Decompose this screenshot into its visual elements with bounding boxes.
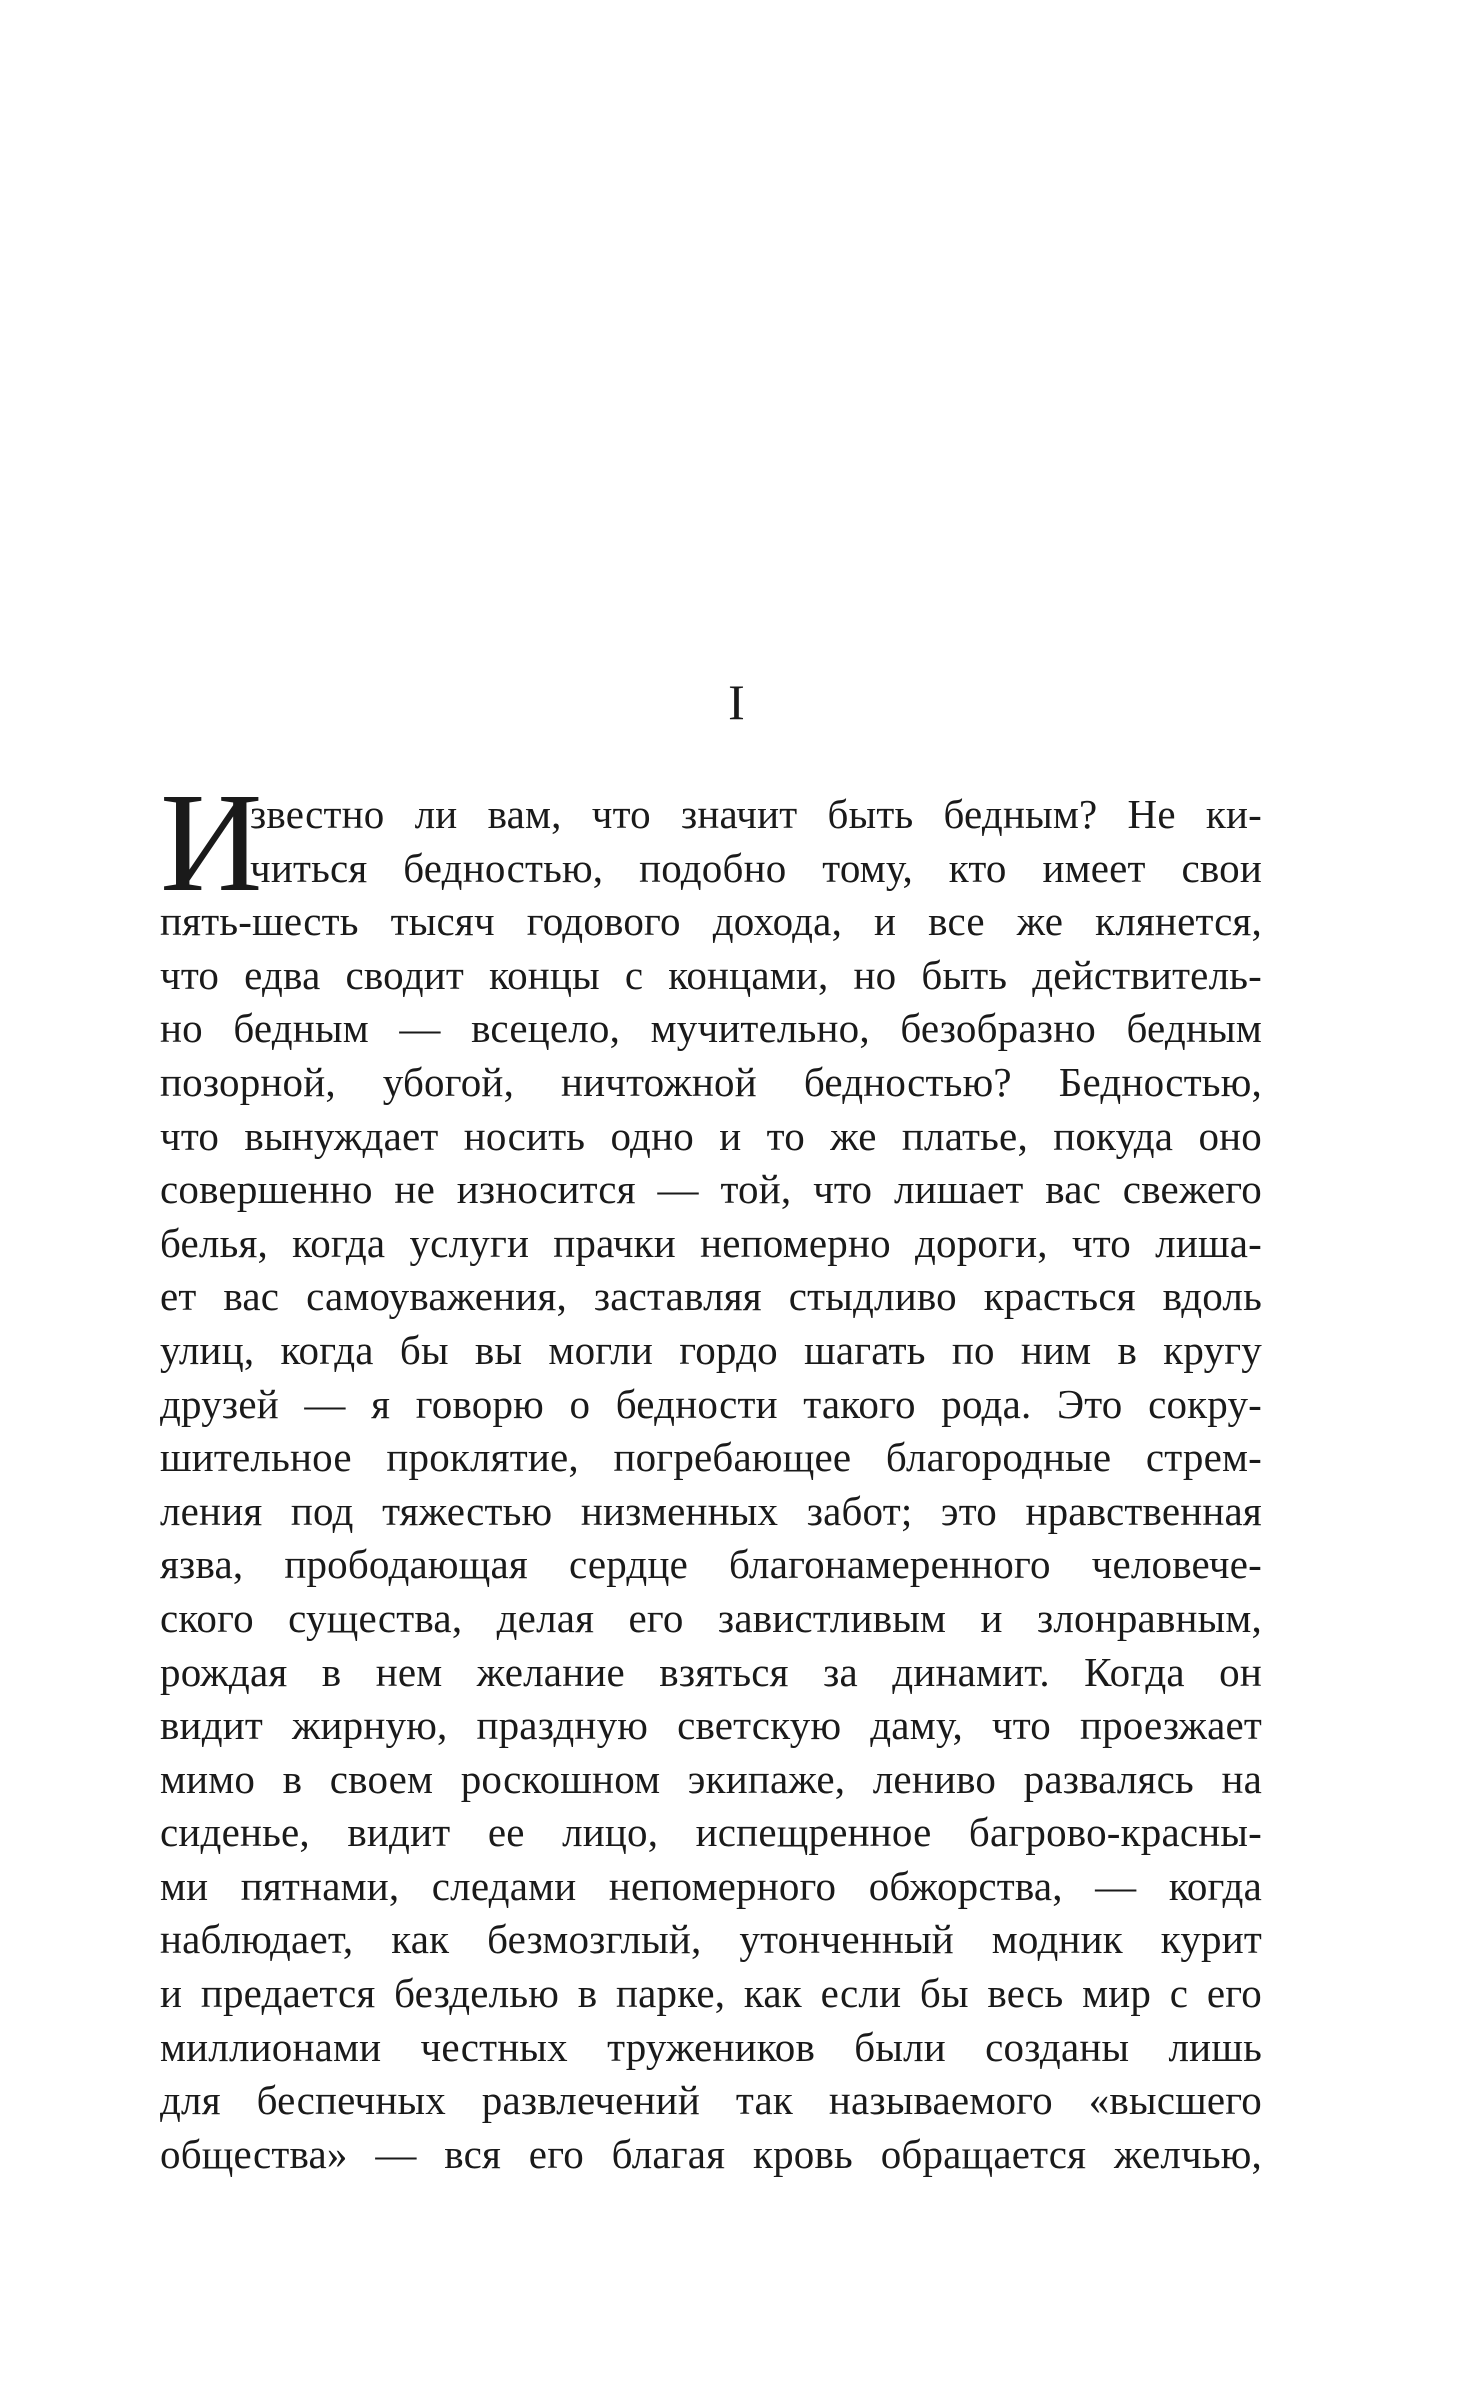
text-line: читься бедностью, подобно тому, кто имеет свои xyxy=(250,844,1262,891)
text-line: ми пятнами, следами непомерного обжорства, — когда xyxy=(160,1862,1262,1909)
text-line: наблюдает, как безмозглый, утонченный модник курит xyxy=(160,1916,1262,1963)
text-line: рождая в нем желание взяться за динамит. Когда он xyxy=(160,1648,1262,1695)
text-line: но бедным — всецело, мучительно, безобразно бедным xyxy=(160,1005,1262,1052)
body-text xyxy=(160,763,1262,2181)
chapter-number: I xyxy=(728,674,746,730)
drop-cap: И xyxy=(160,763,263,921)
text-line: шительное проклятие, погребающее благородные стрем- xyxy=(160,1434,1262,1481)
text-line: общества» — вся его благая кровь обращается желчью, xyxy=(160,2130,1262,2177)
text-line: видит жирную, праздную светскую даму, что проезжает xyxy=(160,1702,1262,1749)
text-line: миллионами честных тружеников были созданы лишь xyxy=(160,2023,1262,2070)
text-line: и предается безделью в парке, как если бы весь мир с его xyxy=(160,1970,1262,2017)
text-line: сиденье, видит ее лицо, испещренное багрово-красны- xyxy=(160,1809,1262,1856)
text-line: ления под тяжестью низменных забот; это нравственная xyxy=(160,1487,1262,1534)
text-line: совершенно не износится — той, что лишает вас свежего xyxy=(160,1166,1262,1213)
text-line: позорной, убогой, ничтожной бедностью? Бедностью, xyxy=(160,1058,1262,1105)
text-line: мимо в своем роскошном экипаже, лениво развалясь на xyxy=(160,1755,1262,1802)
text-line: пять-шесть тысяч годового дохода, и все же клянется, xyxy=(160,898,1262,945)
text-line: ет вас самоуважения, заставляя стыдливо красться вдоль xyxy=(160,1273,1262,1320)
text-line: ского существа, делая его завистливым и злонравным, xyxy=(160,1594,1262,1641)
text-line: что едва сводит концы с концами, но быть действитель- xyxy=(160,951,1262,998)
text-line: белья, когда услуги прачки непомерно дороги, что лиша- xyxy=(160,1219,1262,1266)
text-line: друзей — я говорю о бедности такого рода. Это сокру- xyxy=(160,1380,1262,1427)
text-line: что вынуждает носить одно и то же платье, покуда оно xyxy=(160,1112,1262,1159)
text-line: улиц, когда бы вы могли гордо шагать по ним в кругу xyxy=(160,1326,1262,1373)
text-line: для беспечных развлечений так называемого «высшего xyxy=(160,2077,1262,2124)
text-line: звестно ли вам, что значит быть бедным? Не ки- xyxy=(250,791,1262,837)
text-line: язва, прободающая сердце благонамеренного человече- xyxy=(160,1541,1262,1588)
